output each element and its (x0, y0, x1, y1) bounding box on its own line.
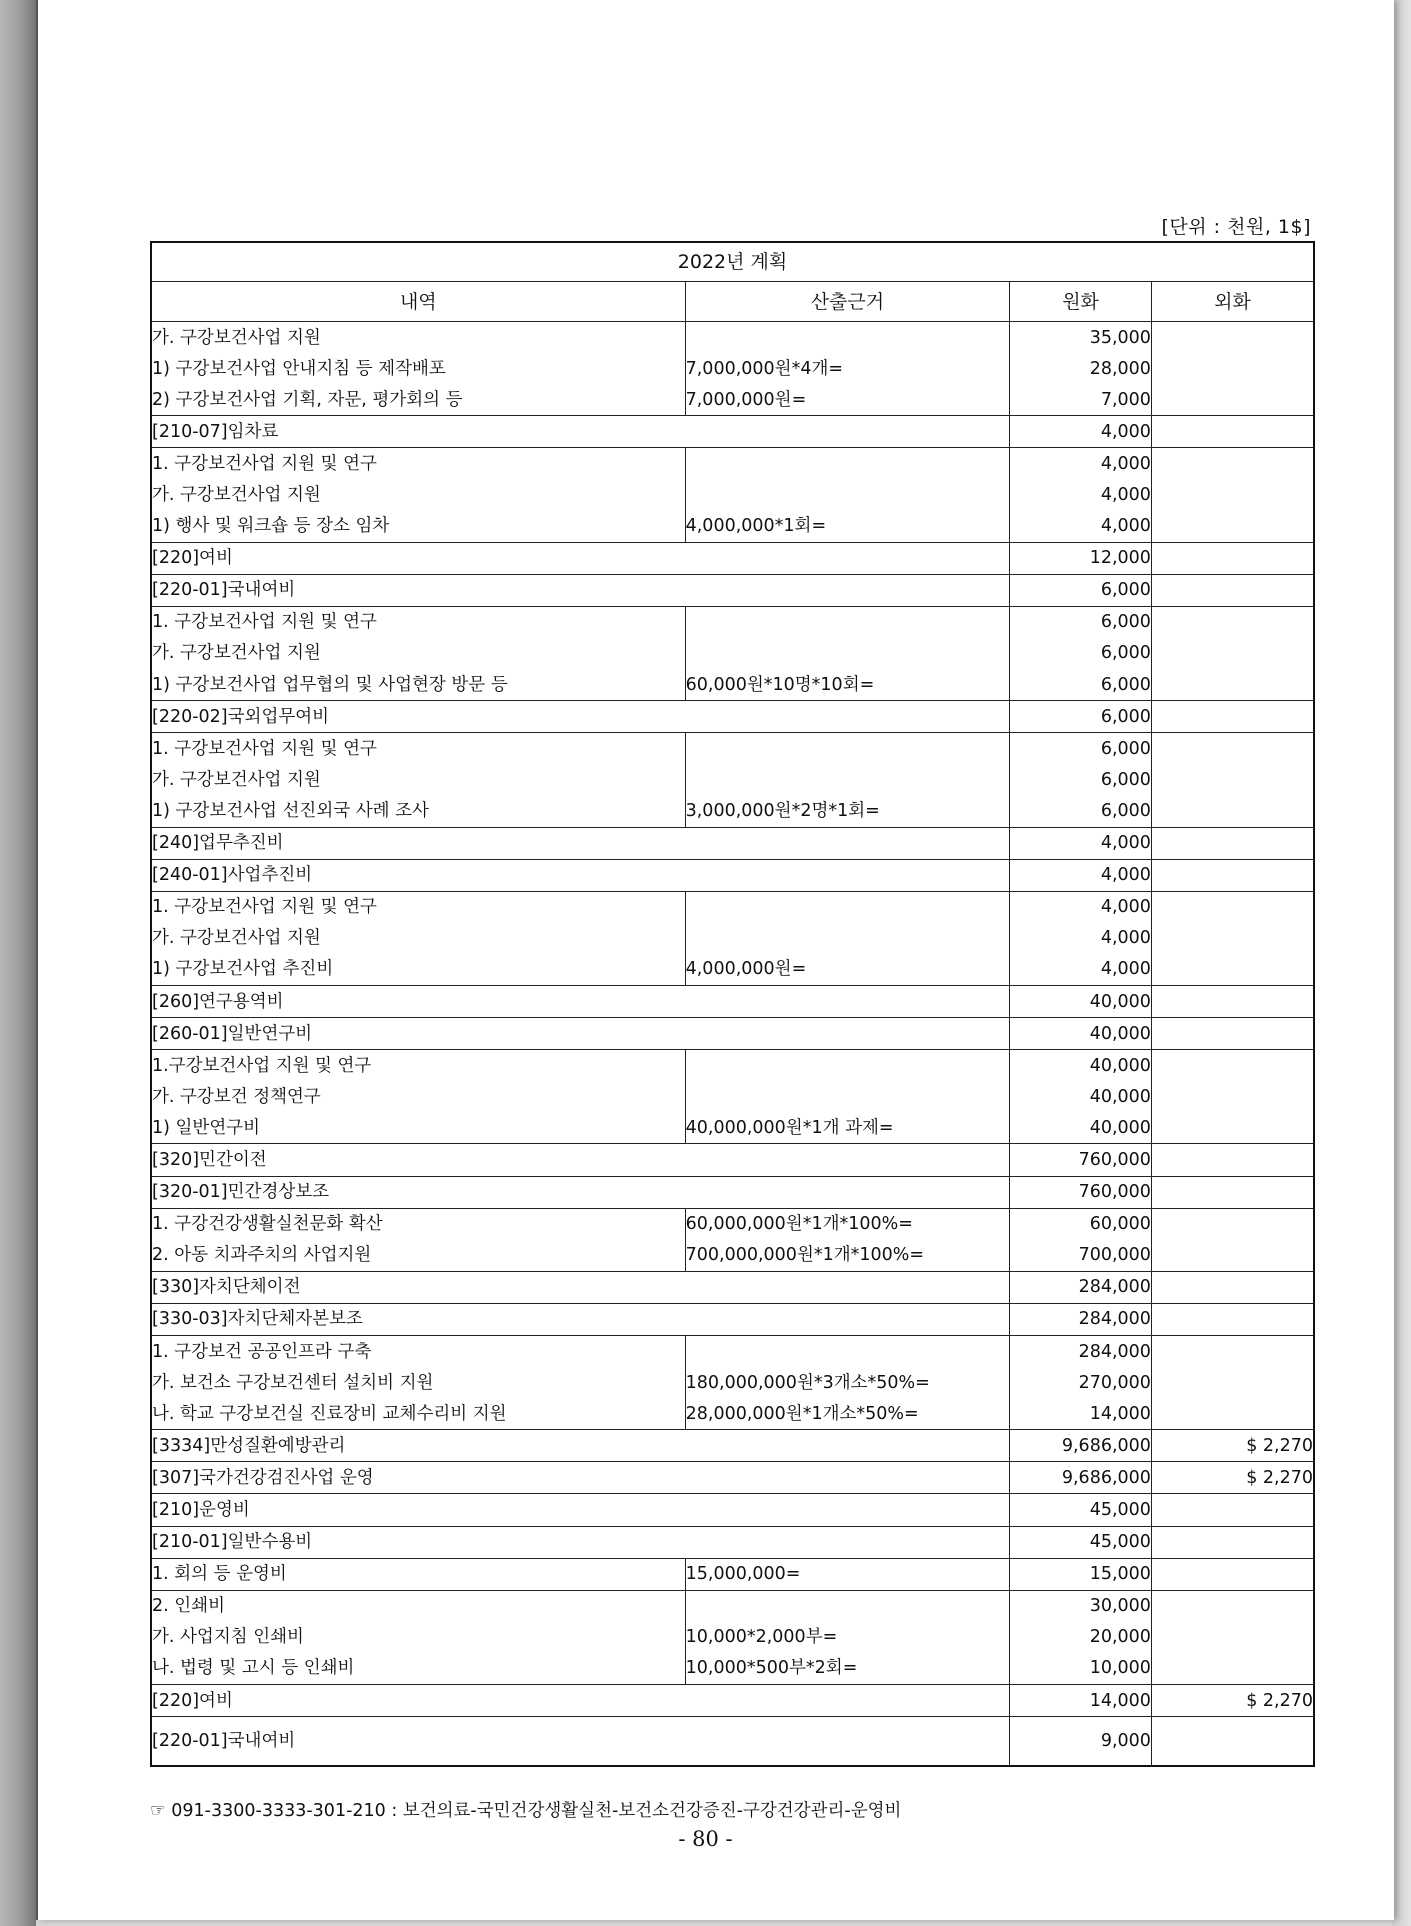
table-row (151, 1208, 1314, 1240)
cell-krw: 6,000 (1010, 795, 1152, 827)
cell-item: 2. 인쇄비 (151, 1590, 685, 1622)
table-row (151, 1526, 1314, 1558)
cell-fx (1151, 1526, 1314, 1558)
cell-item: [220]여비 (151, 1685, 1010, 1717)
cell-fx (1151, 416, 1314, 448)
cell-basis (685, 1590, 1010, 1622)
cell-fx (1151, 923, 1314, 954)
table-row (151, 1081, 1314, 1112)
cell-item: 1) 행사 및 워크숍 등 장소 임차 (151, 511, 685, 543)
table-row (151, 479, 1314, 510)
table-row (151, 859, 1314, 891)
table-row (151, 1653, 1314, 1685)
header-krw: 원화 (1010, 282, 1152, 322)
cell-fx (1151, 1144, 1314, 1176)
cell-krw: 4,000 (1010, 859, 1152, 891)
cell-fx (1151, 827, 1314, 859)
cell-fx (1151, 542, 1314, 574)
table-row (151, 985, 1314, 1017)
cell-fx (1151, 1176, 1314, 1208)
cell-krw: 4,000 (1010, 416, 1152, 448)
cell-item: [320-01]민간경상보조 (151, 1176, 1010, 1208)
cell-krw: 12,000 (1010, 542, 1152, 574)
cell-krw: 10,000 (1010, 1653, 1152, 1685)
cell-basis (685, 638, 1010, 669)
cell-fx (1151, 638, 1314, 669)
cell-fx (1151, 606, 1314, 638)
cell-fx (1151, 795, 1314, 827)
cell-krw: 40,000 (1010, 1018, 1152, 1050)
cell-basis: 4,000,000원= (685, 954, 1010, 986)
cell-basis (685, 1050, 1010, 1082)
cell-item: [240]업무추진비 (151, 827, 1010, 859)
table-row (151, 606, 1314, 638)
cell-item: [220]여비 (151, 542, 1010, 574)
cell-fx (1151, 1622, 1314, 1653)
cell-fx: $ 2,270 (1151, 1685, 1314, 1717)
table-row (151, 954, 1314, 986)
table-row (151, 511, 1314, 543)
cell-krw: 6,000 (1010, 669, 1152, 701)
cell-basis (685, 733, 1010, 765)
cell-item: 1) 구강보건사업 안내지침 등 제작배포 (151, 353, 685, 384)
cell-fx (1151, 1653, 1314, 1685)
cell-krw: 284,000 (1010, 1336, 1152, 1368)
cell-basis: 7,000,000원= (685, 384, 1010, 416)
cell-item: 1. 구강보건 공공인프라 구축 (151, 1336, 685, 1368)
cell-basis (685, 479, 1010, 510)
cell-item: 가. 구강보건사업 지원 (151, 923, 685, 954)
cell-krw: 6,000 (1010, 764, 1152, 795)
cell-basis: 40,000,000원*1개 과제= (685, 1112, 1010, 1144)
account-code-footnote: ☞ 091-3300-3333-301-210 : 보건의료-국민건강생활실천-보건소건강증진-구강건강관리-운영비 (150, 1801, 902, 1821)
cell-item: [307]국가건강검진사업 운영 (151, 1462, 1010, 1494)
cell-item: [260-01]일반연구비 (151, 1018, 1010, 1050)
cell-krw: 45,000 (1010, 1494, 1152, 1526)
table-row (151, 1018, 1314, 1050)
cell-basis: 60,000,000원*1개*100%= (685, 1208, 1010, 1240)
cell-item: 1. 구강보건사업 지원 및 연구 (151, 448, 685, 480)
cell-basis: 10,000*500부*2회= (685, 1653, 1010, 1685)
cell-fx (1151, 1240, 1314, 1272)
cell-basis: 180,000,000원*3개소*50%= (685, 1367, 1010, 1398)
budget-table (150, 241, 1315, 1767)
cell-fx (1151, 1303, 1314, 1335)
cell-item: 1. 구강보건사업 지원 및 연구 (151, 733, 685, 765)
cell-item: 2) 구강보건사업 기획, 자문, 평가회의 등 (151, 384, 685, 416)
cell-fx (1151, 1208, 1314, 1240)
table-row (151, 448, 1314, 480)
table-row (151, 764, 1314, 795)
header-basis: 산출근거 (685, 282, 1010, 322)
binder-spine (0, 0, 36, 1926)
cell-fx (1151, 733, 1314, 765)
cell-basis: 3,000,000원*2명*1회= (685, 795, 1010, 827)
cell-fx (1151, 1081, 1314, 1112)
cell-fx (1151, 1398, 1314, 1430)
cell-item: [210-07]임차료 (151, 416, 1010, 448)
cell-item: [220-02]국외업무여비 (151, 701, 1010, 733)
cell-fx (1151, 954, 1314, 986)
cell-basis: 28,000,000원*1개소*50%= (685, 1398, 1010, 1430)
cell-krw: 4,000 (1010, 511, 1152, 543)
table-row (151, 1303, 1314, 1335)
cell-item: 가. 구강보건사업 지원 (151, 479, 685, 510)
cell-item: 1) 일반연구비 (151, 1112, 685, 1144)
table-row (151, 353, 1314, 384)
cell-item: 1. 구강건강생활실천문화 확산 (151, 1208, 685, 1240)
table-row (151, 542, 1314, 574)
cell-fx (1151, 1717, 1314, 1767)
cell-fx (1151, 764, 1314, 795)
table-row (151, 733, 1314, 765)
cell-fx: $ 2,270 (1151, 1462, 1314, 1494)
cell-item: [320]민간이전 (151, 1144, 1010, 1176)
cell-fx (1151, 384, 1314, 416)
cell-item: [330]자치단체이전 (151, 1271, 1010, 1303)
cell-krw: 700,000 (1010, 1240, 1152, 1272)
cell-basis (685, 1336, 1010, 1368)
cell-basis: 4,000,000*1회= (685, 511, 1010, 543)
cell-fx (1151, 1050, 1314, 1082)
cell-item: [220-01]국내여비 (151, 1717, 1010, 1767)
cell-item: [240-01]사업추진비 (151, 859, 1010, 891)
cell-krw: 40,000 (1010, 1050, 1152, 1082)
cell-fx (1151, 1558, 1314, 1590)
table-row (151, 1144, 1314, 1176)
table-row (151, 1240, 1314, 1272)
cell-krw: 6,000 (1010, 733, 1152, 765)
cell-krw: 760,000 (1010, 1176, 1152, 1208)
cell-krw: 40,000 (1010, 1081, 1152, 1112)
table-row (151, 827, 1314, 859)
cell-fx (1151, 479, 1314, 510)
cell-basis (685, 923, 1010, 954)
cell-item: 가. 구강보건사업 지원 (151, 638, 685, 669)
cell-fx (1151, 1336, 1314, 1368)
cell-krw: 20,000 (1010, 1622, 1152, 1653)
cell-fx (1151, 859, 1314, 891)
cell-krw: 6,000 (1010, 701, 1152, 733)
cell-krw: 45,000 (1010, 1526, 1152, 1558)
cell-krw: 270,000 (1010, 1367, 1152, 1398)
cell-item: 가. 사업지침 인쇄비 (151, 1622, 685, 1653)
cell-fx (1151, 1367, 1314, 1398)
table-row (151, 891, 1314, 923)
cell-basis (685, 448, 1010, 480)
cell-item: [3334]만성질환예방관리 (151, 1430, 1010, 1462)
table-row (151, 1430, 1314, 1462)
table-row (151, 923, 1314, 954)
cell-basis: 7,000,000원*4개= (685, 353, 1010, 384)
cell-krw: 40,000 (1010, 985, 1152, 1017)
cell-item: [210-01]일반수용비 (151, 1526, 1010, 1558)
cell-basis: 10,000*2,000부= (685, 1622, 1010, 1653)
table-row (151, 416, 1314, 448)
cell-item: 나. 학교 구강보건실 진료장비 교체수리비 지원 (151, 1398, 685, 1430)
cell-fx (1151, 353, 1314, 384)
table-row (151, 574, 1314, 606)
cell-basis (685, 606, 1010, 638)
cell-item: [330-03]자치단체자본보조 (151, 1303, 1010, 1335)
table-row (151, 1367, 1314, 1398)
table-title: 2022년 계획 (151, 242, 1314, 282)
table-row (151, 384, 1314, 416)
table-row (151, 1717, 1314, 1767)
cell-item: 1. 구강보건사업 지원 및 연구 (151, 606, 685, 638)
cell-krw: 9,686,000 (1010, 1462, 1152, 1494)
table-row (151, 795, 1314, 827)
cell-item: 가. 구강보건사업 지원 (151, 322, 685, 354)
cell-basis (685, 764, 1010, 795)
cell-fx (1151, 891, 1314, 923)
table-row (151, 1050, 1314, 1082)
cell-item: 1. 회의 등 운영비 (151, 1558, 685, 1590)
cell-fx (1151, 1112, 1314, 1144)
cell-krw: 9,686,000 (1010, 1430, 1152, 1462)
table-row (151, 1462, 1314, 1494)
cell-item: 나. 법령 및 고시 등 인쇄비 (151, 1653, 685, 1685)
table-row (151, 1494, 1314, 1526)
cell-fx (1151, 511, 1314, 543)
cell-item: 가. 보건소 구강보건센터 설치비 지원 (151, 1367, 685, 1398)
cell-krw: 40,000 (1010, 1112, 1152, 1144)
cell-fx (1151, 669, 1314, 701)
cell-item: 1) 구강보건사업 업무협의 및 사업현장 방문 등 (151, 669, 685, 701)
cell-item: 가. 구강보건 정책연구 (151, 1081, 685, 1112)
header-item: 내역 (151, 282, 685, 322)
cell-basis (685, 322, 1010, 354)
header-fx: 외화 (1151, 282, 1314, 322)
cell-krw: 30,000 (1010, 1590, 1152, 1622)
cell-krw: 4,000 (1010, 827, 1152, 859)
cell-krw: 760,000 (1010, 1144, 1152, 1176)
cell-basis: 700,000,000원*1개*100%= (685, 1240, 1010, 1272)
cell-krw: 4,000 (1010, 448, 1152, 480)
cell-fx (1151, 985, 1314, 1017)
table-row (151, 1398, 1314, 1430)
cell-fx (1151, 1018, 1314, 1050)
cell-item: [210]운영비 (151, 1494, 1010, 1526)
cell-krw: 9,000 (1010, 1717, 1152, 1767)
cell-krw: 284,000 (1010, 1271, 1152, 1303)
cell-krw: 4,000 (1010, 891, 1152, 923)
table-row (151, 1336, 1314, 1368)
cell-item: 가. 구강보건사업 지원 (151, 764, 685, 795)
cell-item: 1) 구강보건사업 추진비 (151, 954, 685, 986)
table-row (151, 701, 1314, 733)
cell-krw: 14,000 (1010, 1398, 1152, 1430)
table-row (151, 1271, 1314, 1303)
cell-krw: 7,000 (1010, 384, 1152, 416)
table-row (151, 1685, 1314, 1717)
cell-basis: 60,000원*10명*10회= (685, 669, 1010, 701)
cell-krw: 15,000 (1010, 1558, 1152, 1590)
cell-fx (1151, 1494, 1314, 1526)
table-row (151, 669, 1314, 701)
cell-item: 1.구강보건사업 지원 및 연구 (151, 1050, 685, 1082)
budget-table-body (151, 322, 1314, 1767)
table-row (151, 322, 1314, 354)
cell-basis: 15,000,000= (685, 1558, 1010, 1590)
cell-item: [260]연구용역비 (151, 985, 1010, 1017)
cell-fx (1151, 1271, 1314, 1303)
cell-fx (1151, 574, 1314, 606)
table-row (151, 1112, 1314, 1144)
cell-item: 1. 구강보건사업 지원 및 연구 (151, 891, 685, 923)
cell-fx (1151, 701, 1314, 733)
cell-fx: $ 2,270 (1151, 1430, 1314, 1462)
cell-fx (1151, 322, 1314, 354)
cell-krw: 4,000 (1010, 954, 1152, 986)
cell-krw: 6,000 (1010, 606, 1152, 638)
cell-krw: 60,000 (1010, 1208, 1152, 1240)
table-row (151, 1590, 1314, 1622)
cell-item: 1) 구강보건사업 선진외국 사례 조사 (151, 795, 685, 827)
cell-krw: 6,000 (1010, 638, 1152, 669)
cell-krw: 4,000 (1010, 923, 1152, 954)
cell-item: [220-01]국내여비 (151, 574, 1010, 606)
unit-label: [단위 : 천원, 1$] (1161, 216, 1311, 238)
cell-fx (1151, 448, 1314, 480)
cell-krw: 28,000 (1010, 353, 1152, 384)
cell-basis (685, 1081, 1010, 1112)
cell-krw: 4,000 (1010, 479, 1152, 510)
table-row (151, 1176, 1314, 1208)
cell-krw: 6,000 (1010, 574, 1152, 606)
table-row (151, 1558, 1314, 1590)
cell-fx (1151, 1590, 1314, 1622)
cell-basis (685, 891, 1010, 923)
page-edge-shadow (1392, 0, 1411, 1926)
cell-item: 2. 아동 치과주치의 사업지원 (151, 1240, 685, 1272)
page-number: - 80 - (678, 1827, 733, 1851)
cell-krw: 284,000 (1010, 1303, 1152, 1335)
cell-krw: 14,000 (1010, 1685, 1152, 1717)
table-row (151, 638, 1314, 669)
cell-krw: 35,000 (1010, 322, 1152, 354)
table-row (151, 1622, 1314, 1653)
